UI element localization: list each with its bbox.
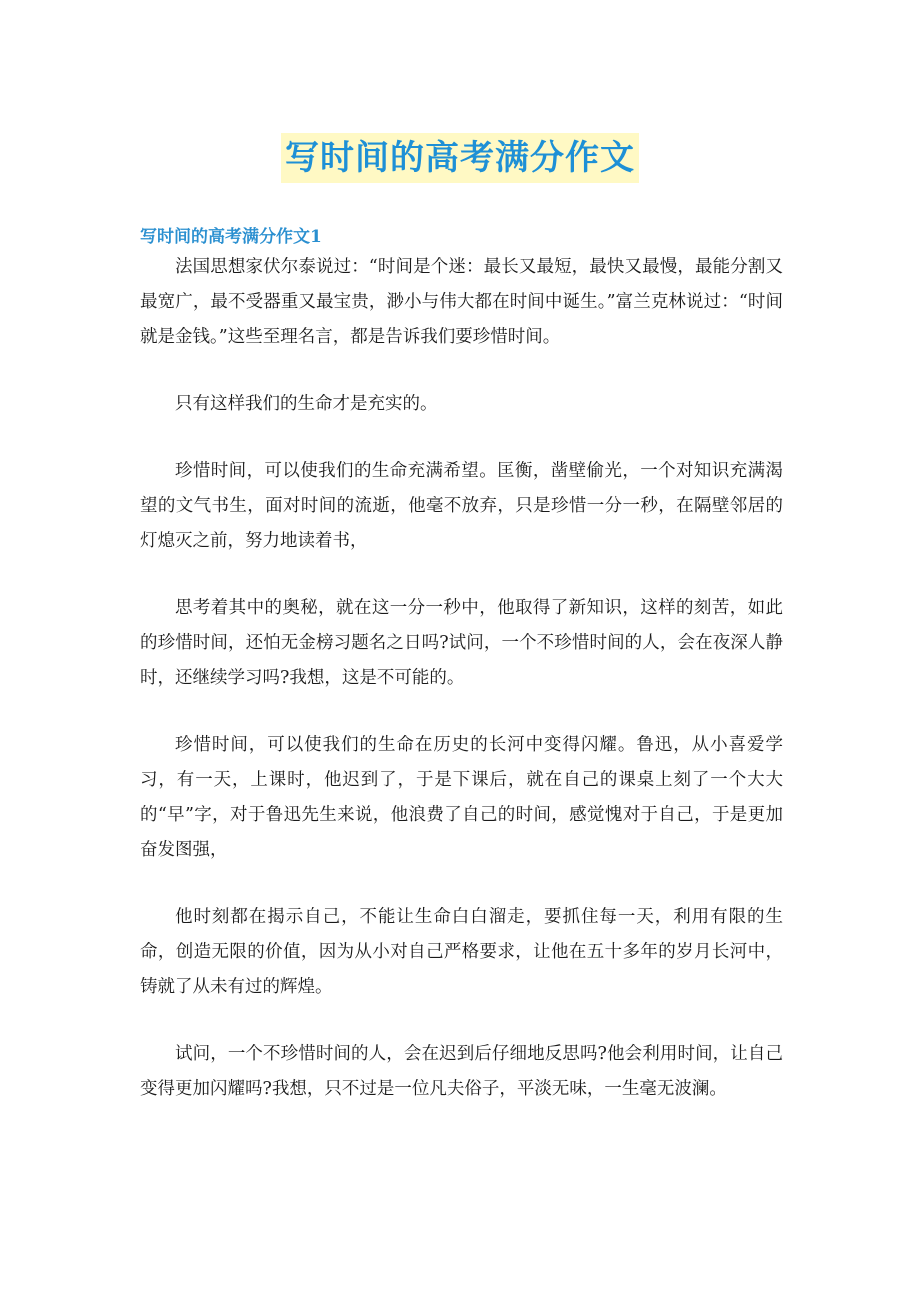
section-heading: 写时间的高考满分作文1 (140, 227, 322, 247)
paragraph: 法国思想家伏尔泰说过：“时间是个迷：最长又最短，最快又最慢，最能分割又最宽广，最不受器重又最宝贵，渺小与伟大都在时间中诞生。”富兰克林说过：“时间就是金钱。”这些至理名言，都是告诉我们要珍惜时间。 (140, 257, 783, 347)
paragraph: 思考着其中的奥秘，就在这一分一秒中，他取得了新知识，这样的刻苦，如此的珍惜时间，还怕无金榜习题名之日吗?试问，一个不珍惜时间的人，会在夜深人静时，还继续学习吗?我想，这是不可能的。 (140, 598, 783, 688)
paragraph: 试问，一个不珍惜时间的人，会在迟到后仔细地反思吗?他会利用时间，让自己变得更加闪耀吗?我想，只不过是一位凡夫俗子，平淡无味，一生毫无波澜。 (140, 1044, 783, 1099)
paragraph: 珍惜时间，可以使我们的生命在历史的长河中变得闪耀。鲁迅，从小喜爱学习，有一天，上课时，他迟到了，于是下课后，就在自己的课桌上刻了一个大大的“早”字，对于鲁迅先生来说，他浪费了自己的时间，感觉愧对于自己，于是更加奋发图强， (140, 735, 783, 860)
paragraph: 只有这样我们的生命才是充实的。 (175, 394, 438, 414)
document-body (140, 250, 783, 1139)
paragraph: 他时刻都在揭示自己，不能让生命白白溜走，要抓住每一天，利用有限的生命，创造无限的价值，因为从小对自己严格要求，让他在五十多年的岁月长河中，铸就了从未有过的辉煌。 (140, 907, 783, 997)
document-title: 写时间的高考满分作文 (281, 133, 639, 183)
paragraph: 珍惜时间，可以使我们的生命充满希望。匡衡，凿壁偷光，一个对知识充满渴望的文气书生，面对时间的流逝，他毫不放弃，只是珍惜一分一秒，在隔壁邻居的灯熄灭之前，努力地读着书， (140, 461, 783, 551)
title-container (0, 133, 920, 183)
